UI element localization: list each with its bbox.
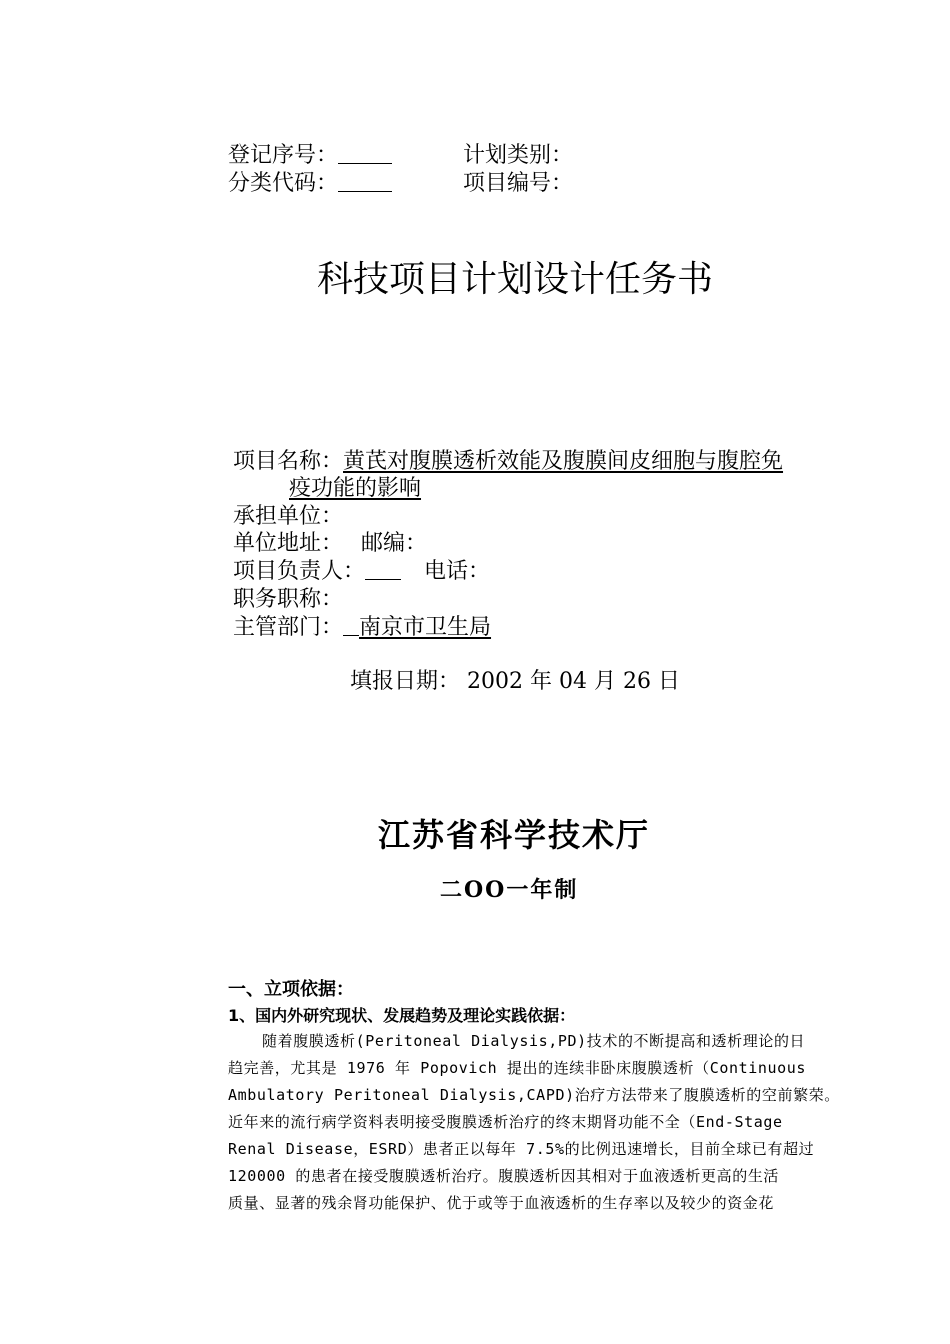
project-name-value-line1: 黄芪对腹膜透析效能及腹膜间皮细胞与腹腔免 [343, 449, 784, 474]
date-field [350, 668, 680, 696]
phone-label: 电话： [424, 559, 491, 584]
dept-field [233, 614, 491, 642]
reg-no-field [228, 142, 392, 170]
plan-type-label: 计划类别： [463, 143, 574, 168]
position-field [233, 586, 343, 614]
address-field [233, 530, 343, 558]
dept-blank [343, 615, 359, 636]
reg-no-label: 登记序号： [228, 143, 339, 168]
dept-label: 主管部门： [233, 615, 344, 640]
body-line: 120000 的患者在接受腹膜透析治疗。腹膜透析因其相对于血液透析更高的生活 [228, 1167, 780, 1185]
class-code-blank [338, 171, 392, 192]
body-line: Renal Disease，ESRD）患者正以每年 7.5%的比例迅速增长，目前全球已有超过 [228, 1140, 815, 1158]
body-line: Ambulatory Peritoneal Dialysis,CAPD)治疗方法带来了腹膜透析的空前繁荣。 [228, 1086, 840, 1104]
project-name-line2 [289, 475, 421, 503]
project-name-label: 项目名称： [233, 449, 344, 474]
date-value: 2002 年 04 月 26 日 [467, 669, 680, 694]
class-code-field [228, 170, 392, 198]
plan-type-field [463, 142, 573, 170]
class-code-label: 分类代码： [228, 171, 339, 196]
project-name-value-line2: 疫功能的影响 [289, 476, 422, 501]
postcode-label: 邮编： [361, 531, 428, 556]
project-name-field [233, 448, 783, 476]
project-no-label: 项目编号： [463, 171, 574, 196]
leader-field [233, 558, 401, 586]
postcode-field [361, 530, 427, 558]
reg-no-blank [338, 143, 392, 164]
body-line: 近年来的流行病学资料表明接受腹膜透析治疗的终末期肾功能不全（End-Stage [228, 1113, 783, 1131]
position-label: 职务职称： [233, 587, 344, 612]
body-line: 随着腹膜透析(Peritoneal Dialysis,PD)技术的不断提高和透析理论的日 [262, 1032, 806, 1050]
leader-label: 项目负责人： [233, 559, 366, 584]
body-line: 质量、显著的残余肾功能保护、优于或等于血液透析的生存率以及较少的资金花 [228, 1194, 775, 1212]
section-subheading: 1、国内外研究现状、发展趋势及理论实践依据： [228, 1006, 576, 1025]
issuer-name: 江苏省科学技术厅 [378, 816, 651, 854]
dept-value: 南京市卫生局 [359, 615, 492, 640]
section-heading: 一、立项依据： [228, 979, 354, 1000]
page-title: 科技项目计划设计任务书 [316, 259, 713, 300]
unit-label: 承担单位： [233, 504, 344, 529]
phone-field [424, 558, 490, 586]
body-line: 趋完善，尤其是 1976 年 Popovich 提出的连续非卧床腹膜透析（Continuous [228, 1059, 807, 1077]
issuer-year: 二OO一年制 [440, 877, 579, 903]
body-paragraph [228, 1028, 840, 1217]
address-label: 单位地址： [233, 531, 344, 556]
leader-blank [365, 559, 401, 580]
date-label: 填报日期： [350, 669, 461, 694]
project-no-field [463, 170, 573, 198]
unit-field [233, 503, 343, 531]
